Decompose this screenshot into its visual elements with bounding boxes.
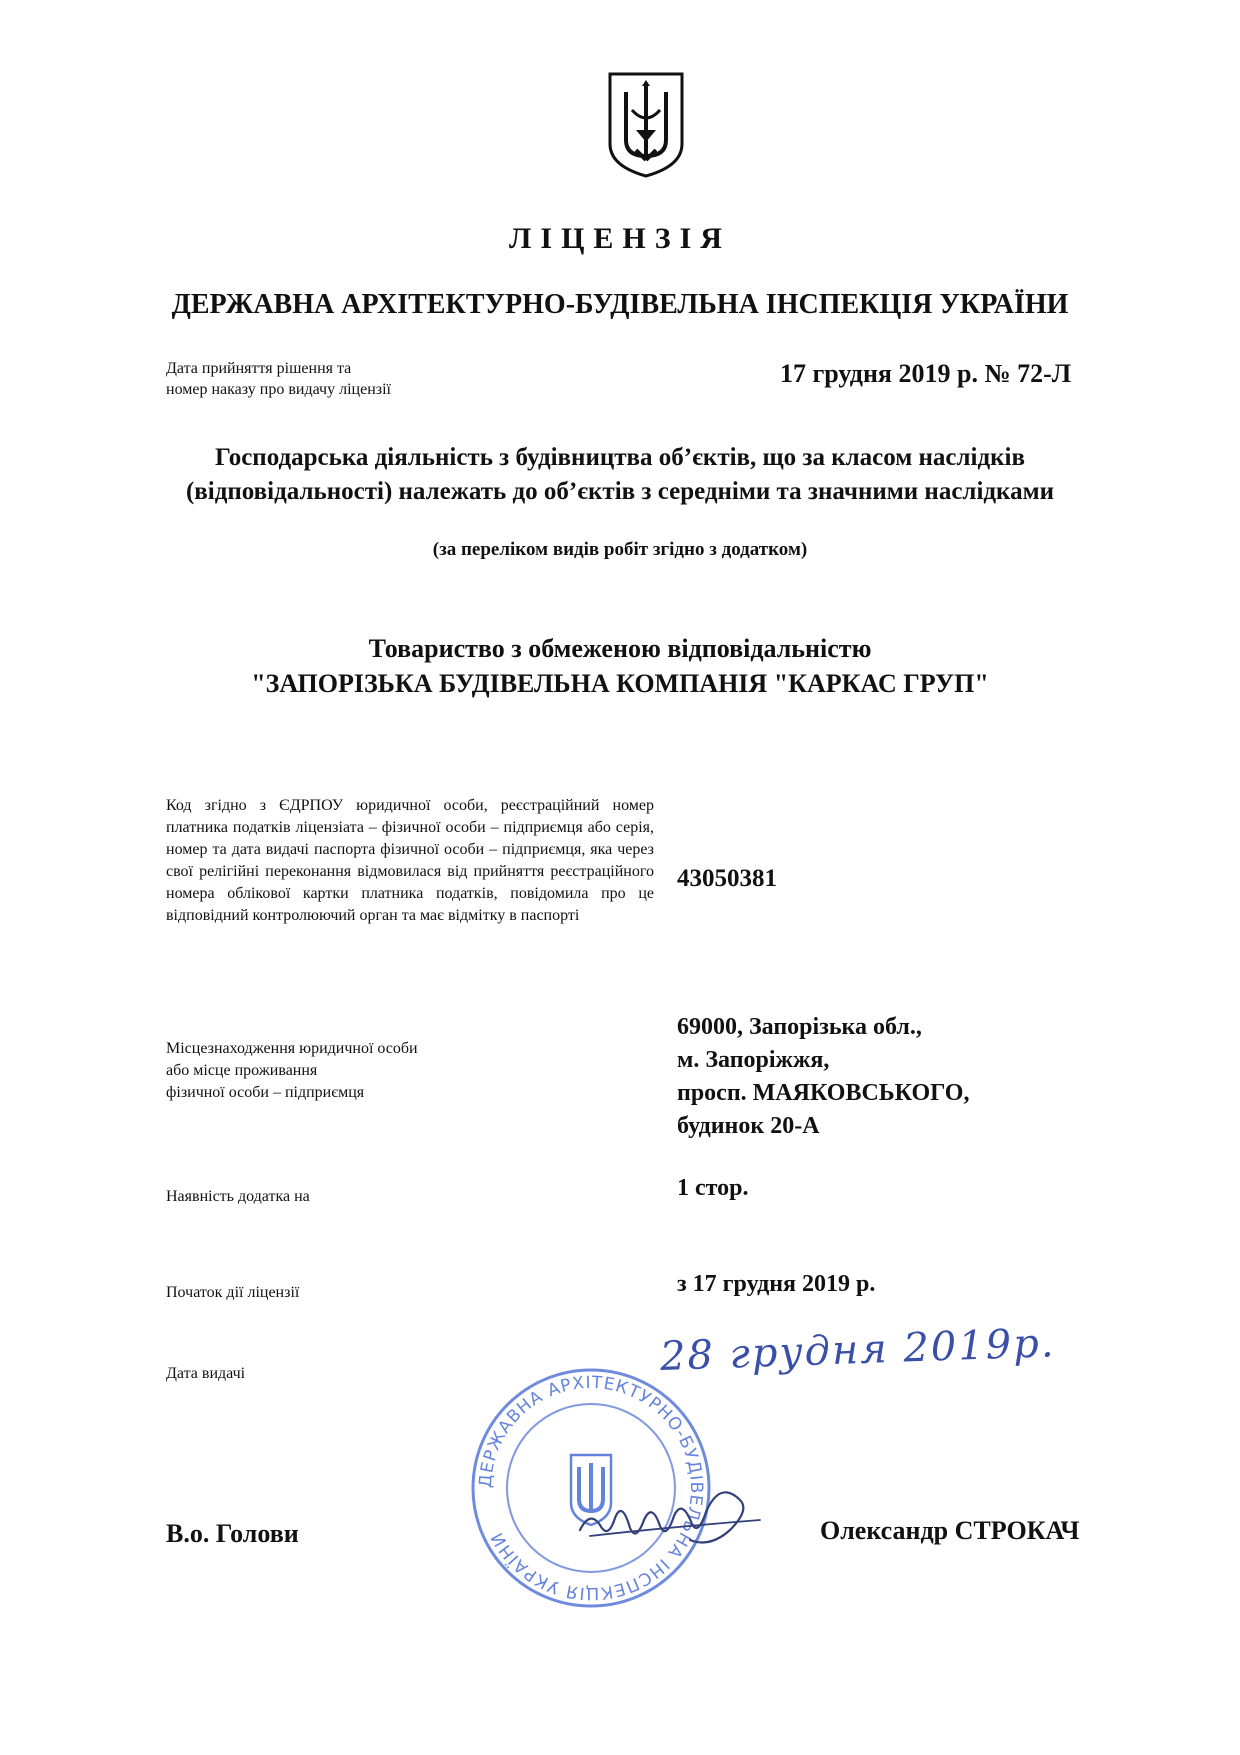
licensee-name: "ЗАПОРІЗЬКА БУДІВЕЛЬНА КОМПАНІЯ "КАРКАС ГРУП" [251, 669, 989, 698]
coat-of-arms-icon [606, 70, 686, 180]
code-label: Код згідно з ЄДРПОУ юридичної особи, реєстраційний номер платника податків ліцензіата – фізичної особи – підприємця або серія, номер та дата видачі паспорта фізичної особи – підприємця, яка через свої релігійні переконання відмовилася від прийняття реєстраційного номера облікової картки платника податків, повідомила про це відповідний контролюючий орган та має відмітку в паспорті [166, 797, 654, 924]
activity-note: (за переліком видів робіт згідно з додатком) [432, 539, 808, 560]
start-date-label: Початок дії ліцензії [166, 1284, 300, 1301]
decision-value: 17 грудня 2019 р. № 72-Л [780, 359, 1072, 388]
issue-date-handwritten: 28 грудня 2019р. [659, 1320, 1057, 1380]
issuing-authority: ДЕРЖАВНА АРХІТЕКТУРНО-БУДІВЕЛЬНА ІНСПЕКЦІЯ УКРАЇНИ [171, 289, 1069, 320]
signer-name: Олександр СТРОКАЧ [820, 1516, 1080, 1545]
handwritten-signature [570, 1470, 770, 1560]
signer-role: В.о. Голови [166, 1519, 299, 1548]
document-title: ЛІЦЕНЗІЯ [509, 222, 731, 255]
activity-description: Господарська діяльність з будівництва об’єктів, що за класом наслідків (відповідальності) належать до об’єктів з середніми та значними наслідками [185, 444, 1055, 505]
issue-date-label: Дата видачі [166, 1365, 246, 1382]
code-value: 43050381 [677, 865, 777, 892]
annex-value: 1 стор. [677, 1175, 749, 1201]
licensee-type: Товариство з обмеженою відповідальністю [368, 634, 872, 663]
decision-label: Дата прийняття рішення та номер наказу про видачу ліцензії [166, 360, 391, 398]
address-label: Місцезнаходження юридичної особи або місце проживання фізичної особи – підприємця [166, 1040, 418, 1101]
stamp-text: ДЕРЖАВНА АРХІТЕКТУРНО-БУДІВЕЛЬНА ІНСПЕКЦІЯ УКРАЇНИ [475, 1372, 707, 1604]
address-value: 69000, Запорізька обл., м. Запоріжжя, просп. МАЯКОВСЬКОГО, будинок 20-А [677, 1014, 970, 1139]
annex-label: Наявність додатка на [166, 1188, 310, 1205]
start-date-value: з 17 грудня 2019 р. [677, 1271, 876, 1297]
